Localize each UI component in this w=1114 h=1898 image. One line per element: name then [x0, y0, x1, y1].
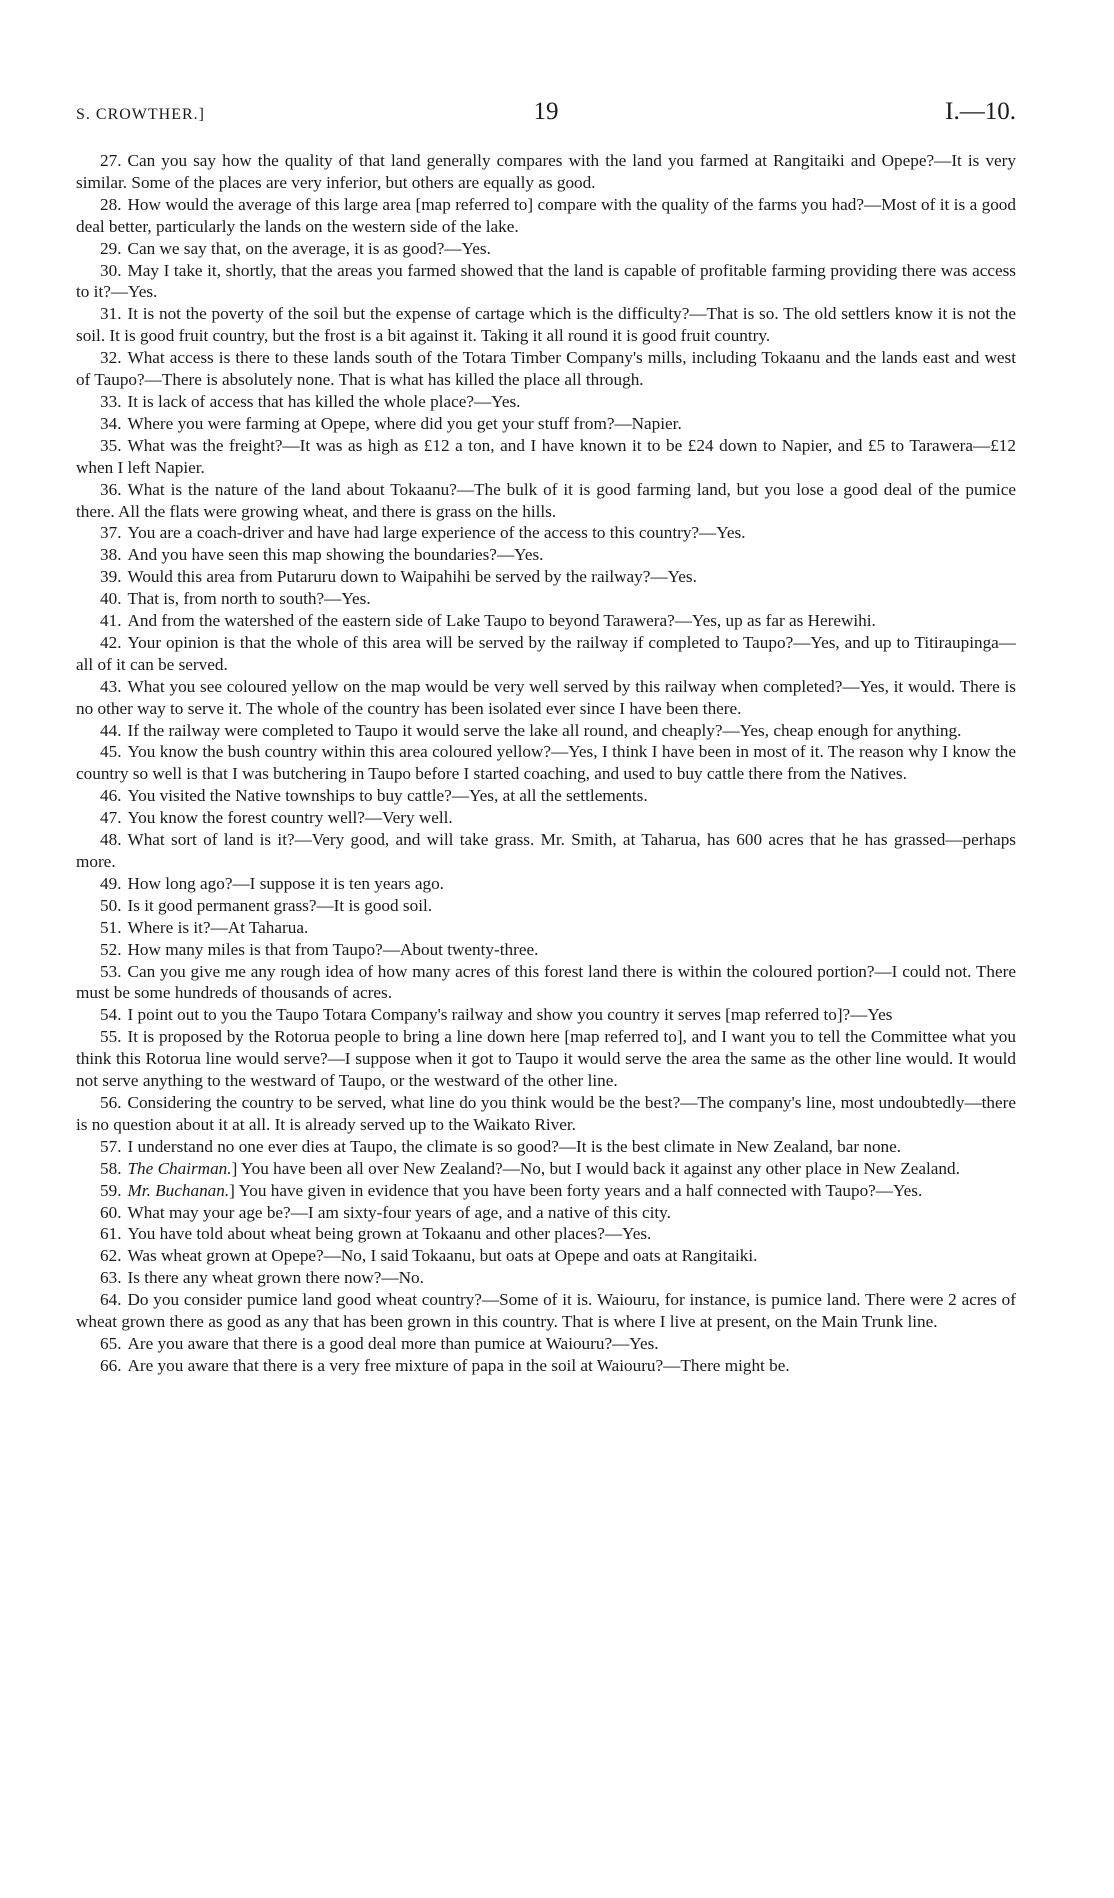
question-text: What may your age be?—I am sixty-four years of age, and a native of this city.	[127, 1202, 671, 1222]
question-text: May I take it, shortly, that the areas you farmed showed that the land is capable of profitable farming providing there was access to it?—Yes.	[76, 260, 1016, 302]
question-paragraph	[76, 413, 1016, 435]
question-number: 66.	[100, 1355, 122, 1375]
question-paragraph	[76, 741, 1016, 785]
question-paragraph	[76, 1333, 1016, 1355]
question-number: 27.	[100, 151, 122, 170]
question-text: I understand no one ever dies at Taupo, the climate is so good?—It is the best climate in New Zealand, bar none.	[127, 1136, 902, 1156]
speaker-label: Mr. Buchanan.]	[127, 1180, 239, 1200]
question-paragraph	[76, 676, 1016, 720]
question-paragraph	[76, 1136, 1016, 1158]
speaker-label: The Chairman.]	[127, 1158, 241, 1178]
question-number: 44.	[100, 720, 122, 740]
question-number: 53.	[100, 961, 122, 981]
question-text: It is not the poverty of the soil but the expense of cartage which is the difficulty?—That is so. The old settlers know it is not the soil. It is good fruit country, but the frost is a bit against it. Taking it all round it is good fruit country.	[76, 304, 1016, 346]
question-number: 33.	[100, 391, 122, 411]
question-paragraph	[76, 347, 1016, 391]
page-header	[76, 96, 1016, 136]
question-text: Can we say that, on the average, it is as good?—Yes.	[127, 238, 491, 258]
question-paragraph	[76, 1223, 1016, 1245]
question-paragraph	[76, 566, 1016, 588]
question-number: 59.	[100, 1180, 122, 1200]
question-number: 36.	[100, 479, 122, 499]
page-number: 19	[533, 98, 559, 125]
question-paragraph	[76, 807, 1016, 829]
question-paragraph	[76, 1267, 1016, 1289]
question-text: If the railway were completed to Taupo it would serve the lake all round, and cheaply?—Yes, cheap enough for anything.	[127, 720, 962, 740]
question-paragraph	[76, 479, 1016, 523]
document-page	[76, 96, 1016, 1377]
question-text: Do you consider pumice land good wheat country?—Some of it is. Waiouru, for instance, is pumice land. There were 2 acres of wheat grown there as good as any that has been grown in this country. That is where I live at present, on the Main Trunk line.	[76, 1290, 1016, 1332]
question-number: 65.	[100, 1333, 122, 1353]
question-text: You have told about wheat being grown at Tokaanu and other places?—Yes.	[127, 1224, 652, 1244]
question-number: 50.	[100, 895, 122, 915]
question-paragraph	[76, 895, 1016, 917]
question-paragraph	[76, 435, 1016, 479]
question-paragraph	[76, 522, 1016, 544]
question-number: 41.	[100, 611, 122, 631]
question-paragraph	[76, 303, 1016, 347]
question-text: It is proposed by the Rotorua people to bring a line down here [map referred to], and I want you to tell the Committee what you think this Rotorua line would serve?—I suppose when it got to Taupo it would serve the area the same as the other line would. It would not serve anything to the westward of Taupo, or the westward of the other line.	[76, 1027, 1016, 1091]
question-text: Is there any wheat grown there now?—No.	[127, 1268, 424, 1288]
question-number: 64.	[100, 1290, 122, 1310]
question-paragraph	[76, 1092, 1016, 1136]
question-paragraph	[76, 1289, 1016, 1333]
question-paragraph	[76, 238, 1016, 260]
question-paragraph	[76, 1180, 1016, 1202]
question-paragraph	[76, 873, 1016, 895]
question-number: 34.	[100, 413, 122, 433]
question-text: It is lack of access that has killed the whole place?—Yes.	[127, 391, 521, 411]
question-number: 58.	[100, 1158, 122, 1178]
question-paragraph	[76, 1004, 1016, 1026]
question-number: 32.	[100, 348, 122, 368]
question-text: How would the average of this large area [map referred to] compare with the quality of the farms you had?—Most of it is a good deal better, particularly the lands on the western side of the lake.	[76, 194, 1016, 236]
question-text: Can you give me any rough idea of how many acres of this forest land there is within the coloured portion?—I could not. There must be some hundreds of thousands of acres.	[76, 961, 1016, 1003]
question-text: Would this area from Putaruru down to Waipahihi be served by the railway?—Yes.	[127, 567, 697, 587]
question-text: How many miles is that from Taupo?—About twenty-three.	[127, 939, 539, 959]
question-text: What sort of land is it?—Very good, and will take grass. Mr. Smith, at Taharua, has 600 acres that he has grassed—perhaps more.	[76, 830, 1016, 871]
question-paragraph	[76, 391, 1016, 413]
question-number: 39.	[100, 567, 122, 587]
question-text: You know the forest country well?—Very well.	[127, 808, 453, 828]
witness-name: S. CROWTHER.]	[76, 106, 205, 123]
question-paragraph	[76, 961, 1016, 1005]
question-number: 56.	[100, 1092, 122, 1112]
question-text: I point out to you the Taupo Totara Company's railway and show you country it serves [map referred to]?—Yes	[127, 1005, 893, 1025]
question-text: That is, from north to south?—Yes.	[127, 589, 371, 609]
question-text: Are you aware that there is a very free mixture of papa in the soil at Waiouru?—There might be.	[127, 1355, 790, 1375]
question-text: You visited the Native townships to buy cattle?—Yes, at all the settlements.	[127, 786, 648, 806]
question-text: Where is it?—At Taharua.	[127, 917, 309, 937]
question-paragraph	[76, 785, 1016, 807]
question-paragraph	[76, 260, 1016, 304]
question-text: How long ago?—I suppose it is ten years ago.	[127, 873, 444, 893]
question-number: 37.	[100, 523, 122, 543]
question-paragraph	[76, 588, 1016, 610]
question-text: And you have seen this map showing the boundaries?—Yes.	[127, 545, 544, 565]
question-text: Is it good permanent grass?—It is good soil.	[127, 895, 433, 915]
question-number: 63.	[100, 1268, 122, 1288]
question-paragraph	[76, 720, 1016, 742]
question-text: Considering the country to be served, what line do you think would be the best?—The company's line, most undoubtedly—there is no question about it at all. It is already served up to the Waikato River.	[76, 1092, 1016, 1134]
question-text: Can you say how the quality of that land generally compares with the land you farmed at Rangitaiki and Opepe?—It is very similar. Some of the places are very inferior, but others are equally as good.	[76, 151, 1016, 192]
question-text: Are you aware that there is a good deal more than pumice at Waiouru?—Yes.	[127, 1333, 659, 1353]
question-number: 49.	[100, 873, 122, 893]
question-number: 31.	[100, 304, 122, 324]
testimony-body	[76, 150, 1016, 1377]
document-reference: I.—10.	[945, 98, 1016, 125]
question-paragraph	[76, 917, 1016, 939]
question-paragraph	[76, 610, 1016, 632]
question-text: Where you were farming at Opepe, where did you get your stuff from?—Napier.	[127, 413, 682, 433]
question-paragraph	[76, 632, 1016, 676]
question-text: What you see coloured yellow on the map would be very well served by this railway when completed?—Yes, it would. There is no other way to serve it. The whole of the country has been isolated ever since I have been there.	[76, 676, 1016, 718]
question-number: 40.	[100, 589, 122, 609]
question-number: 61.	[100, 1224, 122, 1244]
question-number: 45.	[100, 742, 122, 762]
question-paragraph	[76, 544, 1016, 566]
question-number: 55.	[100, 1027, 122, 1047]
question-paragraph	[76, 1355, 1016, 1377]
question-number: 57.	[100, 1136, 122, 1156]
question-number: 51.	[100, 917, 122, 937]
question-text: And from the watershed of the eastern side of Lake Taupo to beyond Tarawera?—Yes, up as far as Herewihi.	[127, 611, 876, 631]
question-text: You are a coach-driver and have had large experience of the access to this country?—Yes.	[127, 523, 746, 543]
question-paragraph	[76, 194, 1016, 238]
question-paragraph	[76, 150, 1016, 194]
question-number: 43.	[100, 676, 122, 696]
question-number: 54.	[100, 1005, 122, 1025]
question-paragraph	[76, 1026, 1016, 1092]
question-paragraph	[76, 1158, 1016, 1180]
question-paragraph	[76, 1202, 1016, 1224]
question-text: What access is there to these lands south of the Totara Timber Company's mills, including Tokaanu and the lands east and west of Taupo?—There is absolutely none. That is what has killed the place all through.	[76, 348, 1016, 390]
question-number: 52.	[100, 939, 122, 959]
question-number: 42.	[100, 632, 122, 652]
question-number: 47.	[100, 808, 122, 828]
question-number: 35.	[100, 435, 122, 455]
question-paragraph	[76, 1245, 1016, 1267]
question-number: 38.	[100, 545, 122, 565]
question-number: 30.	[100, 260, 122, 280]
question-text: What was the freight?—It was as high as £12 a ton, and I have known it to be £24 down to Napier, and £5 to Tarawera—£12 when I left Napier.	[76, 435, 1016, 477]
question-text: You have been all over New Zealand?—No, but I would back it against any other place in New Zealand.	[240, 1158, 960, 1178]
question-number: 62.	[100, 1246, 122, 1266]
question-number: 29.	[100, 238, 122, 258]
question-paragraph	[76, 939, 1016, 961]
question-number: 28.	[100, 194, 122, 214]
question-text: You know the bush country within this area coloured yellow?—Yes, I think I have been in most of it. The reason why I know the country so well is that I was butchering in Taupo before I started coaching, and used to buy cattle there from the Natives.	[76, 742, 1016, 784]
question-text: You have given in evidence that you have been forty years and a half connected with Taupo?—Yes.	[238, 1180, 923, 1200]
question-text: Your opinion is that the whole of this area will be served by the railway if completed to Taupo?—Yes, and up to Titiraupinga—all of it can be served.	[76, 632, 1016, 674]
question-number: 46.	[100, 786, 122, 806]
question-number: 60.	[100, 1202, 122, 1222]
question-paragraph	[76, 829, 1016, 873]
question-text: What is the nature of the land about Tokaanu?—The bulk of it is good farming land, but you lose a good deal of the pumice there. All the flats were growing wheat, and there is grass on the hills.	[76, 479, 1016, 521]
question-text: Was wheat grown at Opepe?—No, I said Tokaanu, but oats at Opepe and oats at Rangitaiki.	[127, 1246, 758, 1266]
question-number: 48.	[100, 830, 122, 850]
